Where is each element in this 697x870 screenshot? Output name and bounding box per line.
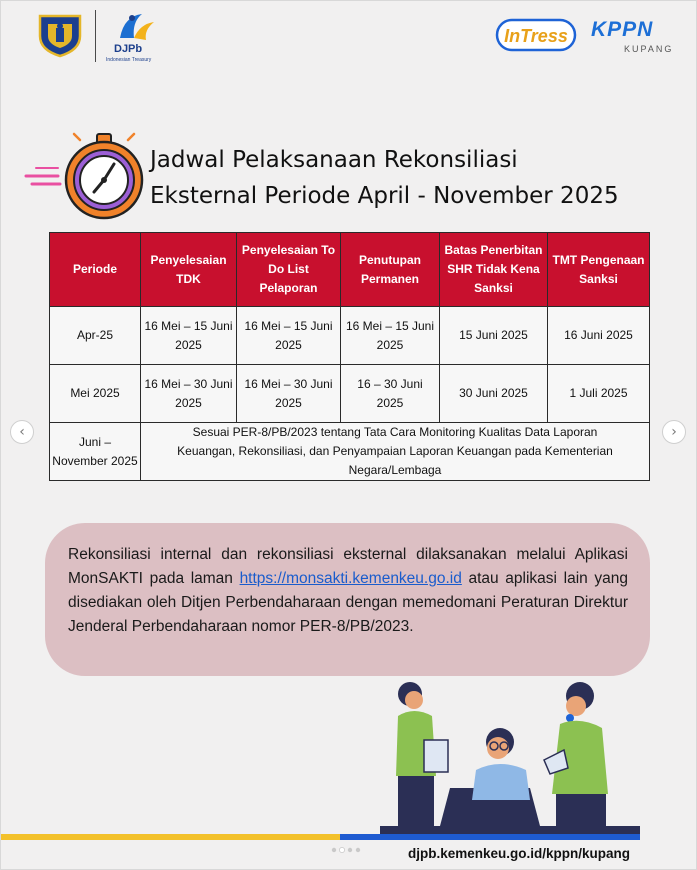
djpb-tagline: Indonesian Treasury	[106, 57, 152, 63]
next-slide-button[interactable]	[662, 420, 686, 444]
table-row	[50, 365, 650, 423]
header-separator	[95, 10, 96, 62]
footer-bar-blue	[340, 834, 640, 840]
monsakti-link[interactable]: https://monsakti.kemenkeu.go.id	[239, 570, 462, 587]
table-cell: Juni – November 2025	[50, 423, 141, 481]
footer-bar-yellow	[0, 834, 340, 840]
team-illustration	[380, 676, 640, 838]
table-cell: 16 Mei – 15 Juni 2025	[237, 307, 341, 365]
table-cell: Apr-25	[50, 307, 141, 365]
footer-url: djpb.kemenkeu.go.id/kppn/kupang	[408, 846, 631, 861]
kemenkeu-logo-icon	[36, 12, 84, 58]
column-header: Periode	[50, 233, 141, 307]
intress-logo-text: InTress	[504, 26, 568, 46]
table-cell: 15 Juni 2025	[440, 307, 548, 365]
kppn-location: KUPANG	[624, 44, 674, 54]
table-cell: 16 – 30 Juni 2025	[341, 365, 440, 423]
kppn-name: KPPN	[591, 18, 654, 41]
table-row	[50, 307, 650, 365]
column-header: TMT Pengenaan Sanksi	[548, 233, 650, 307]
table-cell: 1 Juli 2025	[548, 365, 650, 423]
carousel-dots[interactable]	[330, 846, 370, 854]
table-cell: 16 Mei – 15 Juni 2025	[341, 307, 440, 365]
table-cell: 30 Juni 2025	[440, 365, 548, 423]
column-header: Batas Penerbitan SHR Tidak Kena Sanksi	[440, 233, 548, 307]
info-note-box	[45, 523, 650, 676]
column-header: Penutupan Permanen	[341, 233, 440, 307]
table-cell: 16 Mei – 15 Juni 2025	[141, 307, 237, 365]
intress-logo	[495, 17, 577, 53]
table-cell-merged: Sesuai PER-8/PB/2023 tentang Tata Cara Monitoring Kualitas Data Laporan Keuangan, Rekonsiliasi, dan Penyampaian Laporan Keuangan pada Kementerian Negara/Lembaga	[141, 423, 650, 481]
table-cell: 16 Mei – 30 Juni 2025	[141, 365, 237, 423]
schedule-table	[49, 232, 650, 481]
djpb-name: DJPb	[114, 43, 143, 55]
note-text-before: Rekonsiliasi internal dan rekonsiliasi eksternal dilaksanakan melalui Aplikasi MonSAKTI pada laman	[68, 546, 628, 587]
column-header: Penyelesaian To Do List Pelaporan	[237, 233, 341, 307]
prev-slide-button[interactable]	[10, 420, 34, 444]
chevron-right-icon: ›	[671, 424, 677, 440]
table-cell: 16 Juni 2025	[548, 307, 650, 365]
table-row	[50, 423, 650, 481]
table-cell: Mei 2025	[50, 365, 141, 423]
note-text-after: atau aplikasi lain yang disediakan oleh Ditjen Perbendaharaan dengan memedomani Peraturan Direktur Jenderal Perbendaharaan nomor PER-8/PB/2023.	[68, 570, 629, 635]
column-header: Penyelesaian TDK	[141, 233, 237, 307]
table-header-row	[50, 233, 650, 307]
page-title	[150, 142, 670, 214]
chevron-left-icon: ‹	[19, 424, 25, 440]
table-cell: 16 Mei – 30 Juni 2025	[237, 365, 341, 423]
djpb-logo-icon	[106, 8, 162, 64]
title-line-1: Jadwal Pelaksanaan Rekonsiliasi	[150, 147, 518, 173]
stopwatch-icon	[22, 126, 147, 224]
title-line-2: Eksternal Periode April - November 2025	[150, 183, 619, 209]
